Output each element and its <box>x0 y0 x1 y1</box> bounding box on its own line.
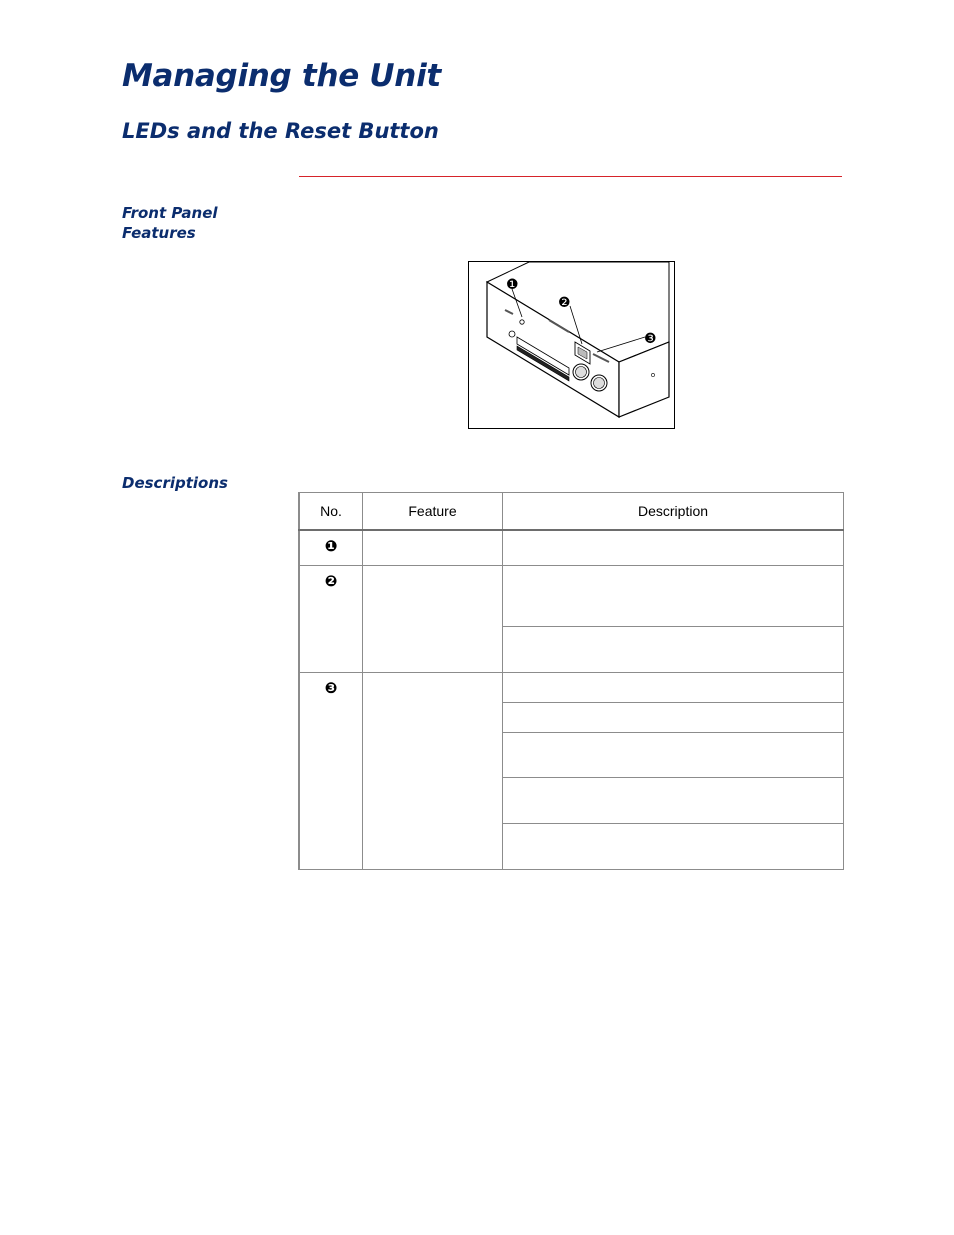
row-description-1 <box>503 530 844 565</box>
features-table <box>298 492 844 870</box>
row-description-3e <box>503 823 844 869</box>
row-description-3c <box>503 732 844 777</box>
row-number-2: ❷ <box>299 565 363 672</box>
row-feature-2 <box>363 565 503 672</box>
header-no: No. <box>299 493 363 531</box>
section-title: LEDs and the Reset Button <box>122 119 439 143</box>
row-feature-3 <box>363 672 503 869</box>
row-number-3: ❸ <box>299 672 363 869</box>
device-illustration <box>469 262 674 428</box>
power-jack-icon <box>509 331 515 337</box>
row-description-3b <box>503 702 844 732</box>
table-row <box>299 565 844 626</box>
serial-port-1-inner <box>576 367 587 378</box>
table-row <box>299 530 844 565</box>
row-description-2b <box>503 626 844 672</box>
callout-3: ❸ <box>644 331 657 347</box>
front-panel-heading-line2: Features <box>122 224 196 242</box>
reset-button-icon <box>520 320 524 324</box>
header-description: Description <box>503 493 844 531</box>
serial-port-2-inner <box>594 378 605 389</box>
page-title: Managing the Unit <box>122 58 441 94</box>
descriptions-heading: Descriptions <box>122 474 228 492</box>
table-row <box>299 672 844 702</box>
row-description-3a <box>503 672 844 702</box>
header-feature: Feature <box>363 493 503 531</box>
row-number-1: ❶ <box>299 530 363 565</box>
front-panel-heading-line1: Front Panel <box>122 204 218 222</box>
table-header-row <box>299 493 844 531</box>
callout-2: ❷ <box>558 295 571 311</box>
row-feature-1 <box>363 530 503 565</box>
callout-1: ❶ <box>506 277 519 293</box>
row-description-3d <box>503 777 844 823</box>
row-description-2a <box>503 565 844 626</box>
front-panel-heading <box>122 203 218 243</box>
front-panel-figure <box>468 261 675 429</box>
section-divider <box>299 176 842 177</box>
